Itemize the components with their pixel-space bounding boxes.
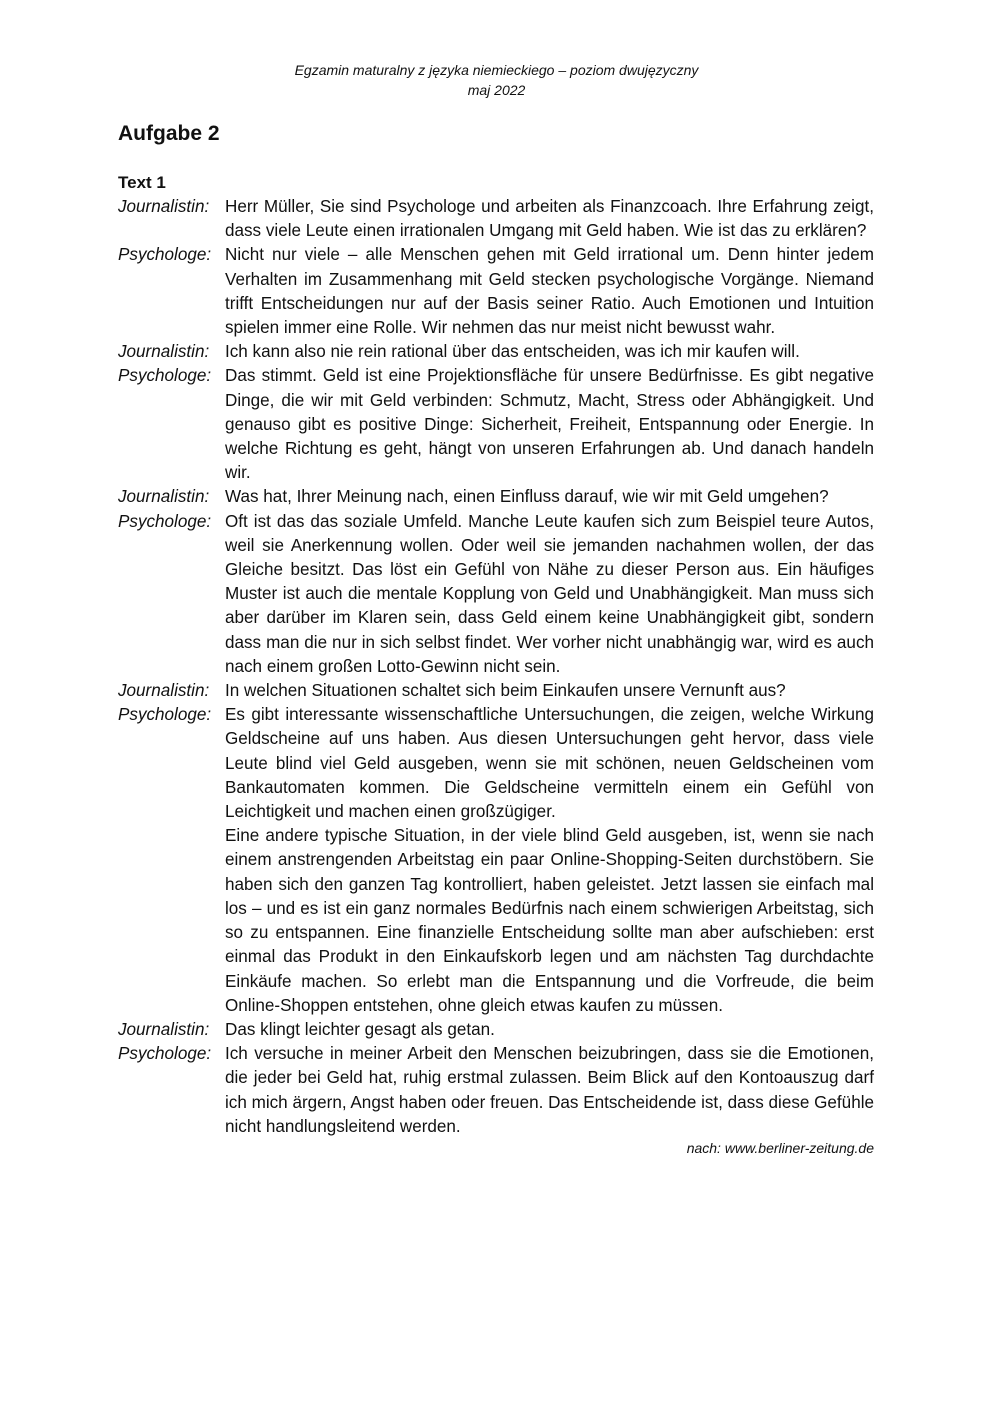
speech-paragraph: Ich versuche in meiner Arbeit den Menschen beizubringen, dass sie die Emotionen, die jeder bei Geld hat, ruhig erstmal zulassen. Beim Blick auf den Kontoauszug darf ich mich ärgern, Angst haben oder freuen. Das Entscheidende ist, dass diese Gefühle nicht handlungsleitend werden. xyxy=(225,1044,875,1136)
speech-paragraph: Es gibt interessante wissenschaftliche Untersuchungen, die zeigen, welche Wirkung Geldscheine auf uns haben. Aus diesen Untersuchungen geht hervor, dass viele Leute blind viel Geld ausgeben, wenn sie mit schönen, neuen Geldscheinen vom Bankautomaten kommen. Die Geldscheine vermitteln einem ein Gefühl von Leichtigkeit und machen einen großzügiger. xyxy=(225,705,874,822)
page-header xyxy=(0,60,993,100)
speech-paragraph: Was hat, Ihrer Meinung nach, einen Einfluss darauf, wie wir mit Geld umgehen? xyxy=(225,487,829,507)
speech-text xyxy=(225,703,874,1018)
speech-text xyxy=(225,364,874,485)
dialog-turn xyxy=(118,364,874,485)
speaker-label: Journalistin: xyxy=(118,681,210,701)
dialog-turn xyxy=(118,679,874,703)
speech-text xyxy=(225,679,874,703)
speech-text xyxy=(225,1042,874,1139)
speech-text xyxy=(225,1018,874,1042)
dialog-turn xyxy=(118,485,874,509)
header-date: maj 2022 xyxy=(467,82,526,98)
speech-paragraph: Das klingt leichter gesagt als getan. xyxy=(225,1019,495,1039)
speech-paragraph: Das stimmt. Geld ist eine Projektionsfläche für unsere Bedürfnisse. Es gibt negative Dinge, die wir mit Geld verbinden: Schmutz, Macht, Stress oder Abhängigkeit. Und genauso gibt es positive Dinge: Sicherheit, Freiheit, Entspannung oder Energie. In welche Richtung es geht, hängt von unseren Erfahrungen ab. Und danach handeln wir. xyxy=(225,366,874,483)
speech-text xyxy=(225,243,874,340)
speech-paragraph: Nicht nur viele – alle Menschen gehen mit Geld irrational um. Denn hinter jedem Verhalten im Zusammenhang mit Geld stecken psychologische Vorgänge. Niemand trifft Entscheidungen nur auf der Basis seiner Ratio. Auch Emotionen und Intuition spielen immer eine Rolle. Wir nehmen das nur meist nicht bewusst wahr. xyxy=(225,245,874,338)
text-title: Text 1 xyxy=(118,173,166,192)
speaker-label: Psychologe: xyxy=(118,705,212,725)
speaker-label: Journalistin: xyxy=(118,1019,210,1039)
speech-text xyxy=(225,195,874,243)
speaker-label: Journalistin: xyxy=(118,197,210,216)
speaker-label: Journalistin: xyxy=(118,487,210,507)
source-citation: nach: www.berliner-zeitung.de xyxy=(686,1139,874,1156)
speaker-label: Journalistin: xyxy=(118,342,210,362)
dialog-turn xyxy=(118,195,874,243)
speech-paragraph: Eine andere typische Situation, in der viele blind Geld ausgeben, ist, wenn sie nach einem anstrengenden Arbeitstag ein paar Online-Shopping-Seiten durchstöbern. Sie haben sich den ganzen Tag kontrolliert, haben geleistet. Jetzt lassen sie einfach mal los – und es ist ein ganz normales Bedürfnis nach einem schwierigen Arbeitstag, sich so zu entspannen. Eine finanzielle Entscheidung sollte man aber aufschieben: erst einmal das Produkt in den Einkaufskorb legen und am nächsten Tag durchdachte Einkäufe machen. So erlebt man die Entspannung und die Vorfreude, die beim Online-Shoppen entstehen, ohne gleich etwas kaufen zu müssen. xyxy=(225,826,874,1015)
task-title: Aufgabe 2 xyxy=(118,122,220,145)
speaker-label: Psychologe: xyxy=(118,1044,212,1064)
speech-paragraph: Oft ist das das soziale Umfeld. Manche Leute kaufen sich zum Beispiel teure Autos, weil sie Anerkennung wollen. Oder weil sie jemanden nachahmen wollen, der das Gleiche besitzt. Das löst ein Gefühl von Nähe zu dieser Person aus. Ein häufiges Muster ist auch die mentale Kopplung von Geld und Unabhängigkeit. Man muss sich aber darüber im Klaren sein, dass Geld einem keine Unabhängigkeit gibt, sondern dass man die nur in sich selbst findet. Wer vorher nicht unabhängig war, wird es auch nach einem großen Lotto-Gewinn nicht sein. xyxy=(225,511,874,676)
dialog-turn xyxy=(118,340,874,364)
header-exam-title: Egzamin maturalny z języka niemieckiego – poziom dwujęzyczny xyxy=(294,62,699,78)
speech-paragraph: Ich kann also nie rein rational über das entscheiden, was ich mir kaufen will. xyxy=(225,342,800,362)
speaker-label: Psychologe: xyxy=(118,511,212,531)
speech-text xyxy=(225,485,874,509)
exam-page xyxy=(118,60,874,1157)
dialog-turn xyxy=(118,703,874,1018)
speech-text xyxy=(225,510,874,679)
dialog-turn xyxy=(118,1018,874,1042)
speaker-label: Psychologe: xyxy=(118,245,212,265)
speech-text xyxy=(225,340,874,364)
speaker-label: Psychologe: xyxy=(118,366,212,386)
dialog-turn xyxy=(118,510,874,679)
speech-paragraph: Herr Müller, Sie sind Psychologe und arbeiten als Finanzcoach. Ihre Erfahrung zeigt, dass viele Leute einen irrationalen Umgang mit Geld haben. Wie ist das zu erklären? xyxy=(225,197,874,241)
interview-dialog xyxy=(118,195,874,1139)
dialog-turn xyxy=(118,243,874,340)
speech-paragraph: In welchen Situationen schaltet sich beim Einkaufen unsere Vernunft aus? xyxy=(225,681,786,701)
dialog-turn xyxy=(118,1042,874,1139)
